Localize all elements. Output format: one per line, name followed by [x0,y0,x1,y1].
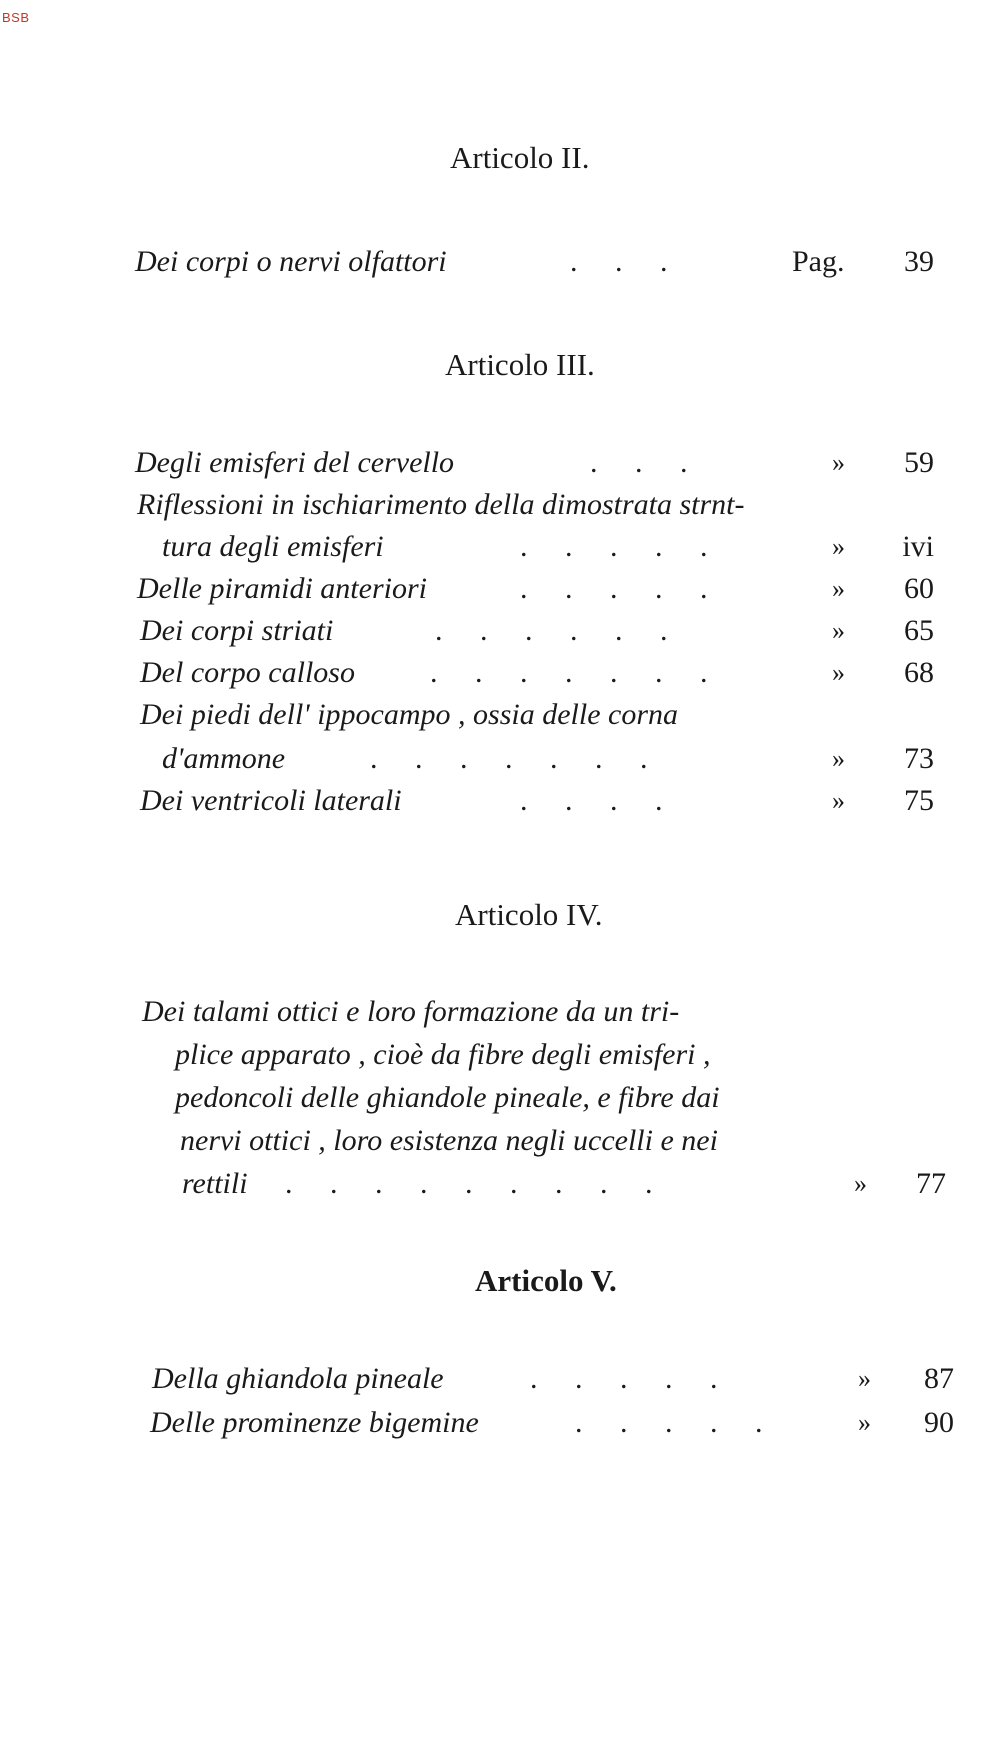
leader-dots: . . . . [520,784,663,817]
pag-label: Pag. [792,245,845,278]
entry-title-continuation: tura degli emisferi [162,530,384,563]
entry-title: Dei corpi striati [140,614,334,647]
entry-title: Della ghiandola pineale [152,1362,444,1395]
entry-title-continuation: nervi ottici , loro esistenza negli uccelli e nei [180,1124,718,1157]
leader-dots: . . . . . [575,1406,763,1439]
leader-dots: . . . . . [520,530,708,563]
entry-title: Dei ventricoli laterali [140,784,402,817]
entry-title: Delle prominenze bigemine [150,1406,479,1439]
ditto-mark: » [832,786,845,815]
section-heading-art2: Articolo II. [450,140,590,175]
entry-title: Dei corpi o nervi olfattori [135,245,447,278]
entry-title: Delle piramidi anteriori [137,572,427,605]
page-number: 90 [924,1406,954,1439]
leader-dots: . . . [570,245,668,278]
section-heading-art4: Articolo IV. [455,897,603,932]
ditto-mark: » [832,532,845,561]
ditto-mark: » [832,574,845,603]
ditto-mark: » [832,616,845,645]
entry-title: Dei piedi dell' ippocampo , ossia delle corna [140,698,678,731]
entry-title: Riflessioni in ischiarimento della dimostrata strnt- [137,488,745,521]
page-number: 60 [904,572,934,605]
ditto-mark: » [832,744,845,773]
leader-dots: . . . [590,446,688,479]
entry-title-continuation: plice apparato , cioè da fibre degli emisferi , [175,1038,711,1071]
ditto-mark: » [858,1408,871,1437]
leader-dots: . . . . . [520,572,708,605]
page-number: 77 [916,1167,946,1200]
page-number: 39 [904,245,934,278]
entry-title: Degli emisferi del cervello [135,446,455,479]
ditto-mark: » [832,448,845,477]
ditto-mark: » [858,1364,871,1393]
page-number: 68 [904,656,934,689]
ditto-mark: » [854,1169,867,1198]
section-heading-art5: Articolo V. [475,1263,617,1298]
library-mark: BSB [2,10,30,25]
entry-title: Del corpo calloso [140,656,355,689]
leader-dots: . . . . . . . . . [285,1167,653,1200]
leader-dots: . . . . . . [435,614,668,647]
page-number: 59 [904,446,934,479]
section-heading-art3: Articolo III. [445,347,595,382]
entry-title: Dei talami ottici e loro formazione da un tri- [142,995,680,1028]
entry-title-continuation: rettili [182,1167,248,1200]
entry-title-continuation: d'ammone [162,742,286,775]
page-number: 75 [904,784,934,817]
page-number: 65 [904,614,934,647]
ditto-mark: » [832,658,845,687]
leader-dots: . . . . . . . [370,742,648,775]
entry-title-continuation: pedoncoli delle ghiandole pineale, e fibre dai [175,1081,720,1114]
page-number: 87 [924,1362,954,1395]
leader-dots: . . . . . . . [430,656,708,689]
page-number: 73 [904,742,934,775]
leader-dots: . . . . . [530,1362,718,1395]
page-number: ivi [902,530,934,563]
